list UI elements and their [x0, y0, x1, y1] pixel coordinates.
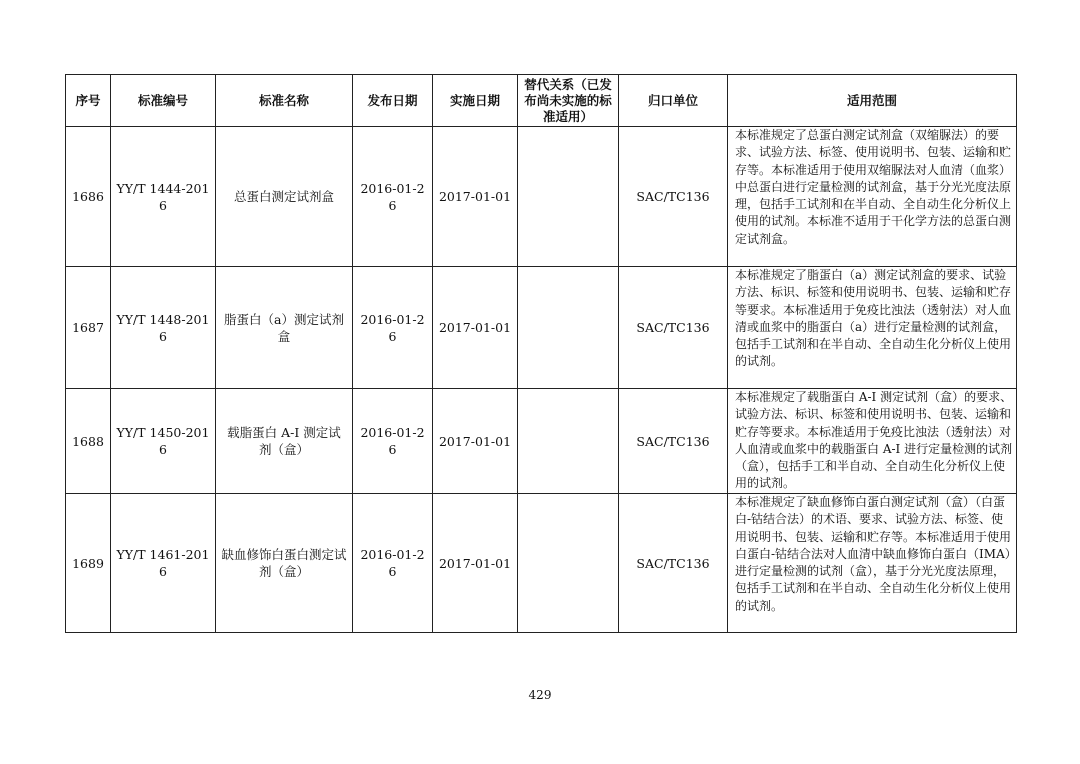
- header-publish-date: 发布日期: [353, 75, 433, 127]
- cell-scope: 本标准规定了载脂蛋白 A-I 测定试剂（盒）的要求、试验方法、标识、标签和使用说明书、包装、运输和贮存等要求。本标准适用于免疫比浊法（透射法）对人血清或血浆中的载脂蛋白 A-I 进行定量检测的试剂（盒），包括手工和半自动、全自动生化分析仪上使用的试剂。: [728, 389, 1017, 494]
- table-row: [66, 127, 1017, 267]
- cell-replace: [518, 494, 619, 633]
- cell-replace: [518, 389, 619, 494]
- header-name: 标准名称: [216, 75, 353, 127]
- header-org: 归口单位: [619, 75, 728, 127]
- cell-publish-date: 2016-01-26: [353, 127, 433, 267]
- cell-scope: 本标准规定了总蛋白测定试剂盒（双缩脲法）的要求、试验方法、标签、使用说明书、包装、运输和贮存等。本标准适用于使用双缩脲法对人血清（血浆）中总蛋白进行定量检测的试剂盒，基于分光光度法原理，包括手工试剂和在半自动、全自动生化分析仪上使用的试剂。本标准不适用于干化学方法的总蛋白测定试剂盒。: [728, 127, 1017, 267]
- cell-replace: [518, 267, 619, 389]
- cell-org: SAC/TC136: [619, 494, 728, 633]
- cell-no: 1688: [66, 389, 111, 494]
- standards-table: [65, 74, 1017, 633]
- table-row: [66, 494, 1017, 633]
- cell-publish-date: 2016-01-26: [353, 494, 433, 633]
- cell-name: 总蛋白测定试剂盒: [216, 127, 353, 267]
- header-no: 序号: [66, 75, 111, 127]
- cell-code: YY/T 1444-2016: [111, 127, 216, 267]
- cell-name: 缺血修饰白蛋白测定试剂（盒）: [216, 494, 353, 633]
- cell-no: 1686: [66, 127, 111, 267]
- cell-publish-date: 2016-01-26: [353, 267, 433, 389]
- cell-scope: 本标准规定了缺血修饰白蛋白测定试剂（盒）（白蛋白-钴结合法）的术语、要求、试验方法、标签、使用说明书、包装、运输和贮存等。本标准适用于使用白蛋白-钴结合法对人血清中缺血修饰白蛋白（IMA）进行定量检测的试剂（盒），基于分光光度法原理，包括手工试剂和在半自动、全自动生化分析仪上使用的试剂。: [728, 494, 1017, 633]
- cell-effective-date: 2017-01-01: [433, 494, 518, 633]
- cell-no: 1689: [66, 494, 111, 633]
- cell-org: SAC/TC136: [619, 127, 728, 267]
- cell-code: YY/T 1448-2016: [111, 267, 216, 389]
- cell-name: 载脂蛋白 A-I 测定试剂（盒）: [216, 389, 353, 494]
- cell-name: 脂蛋白（a）测定试剂盒: [216, 267, 353, 389]
- header-scope: 适用范围: [728, 75, 1017, 127]
- cell-replace: [518, 127, 619, 267]
- header-row: [66, 75, 1017, 127]
- header-effective-date: 实施日期: [433, 75, 518, 127]
- table-row: [66, 389, 1017, 494]
- cell-publish-date: 2016-01-26: [353, 389, 433, 494]
- table-row: [66, 267, 1017, 389]
- header-code: 标准编号: [111, 75, 216, 127]
- cell-code: YY/T 1450-2016: [111, 389, 216, 494]
- cell-effective-date: 2017-01-01: [433, 267, 518, 389]
- header-replace: 替代关系（已发布尚未实施的标准适用）: [518, 75, 619, 127]
- cell-org: SAC/TC136: [619, 267, 728, 389]
- cell-code: YY/T 1461-2016: [111, 494, 216, 633]
- cell-scope: 本标准规定了脂蛋白（a）测定试剂盒的要求、试验方法、标识、标签和使用说明书、包装、运输和贮存等要求。本标准适用于免疫比浊法（透射法）对人血清或血浆中的脂蛋白（a）进行定量检测的试剂盒，包括手工试剂和在半自动、全自动生化分析仪上使用的试剂。: [728, 267, 1017, 389]
- cell-effective-date: 2017-01-01: [433, 389, 518, 494]
- cell-effective-date: 2017-01-01: [433, 127, 518, 267]
- cell-org: SAC/TC136: [619, 389, 728, 494]
- cell-no: 1687: [66, 267, 111, 389]
- page-number: 429: [528, 688, 552, 702]
